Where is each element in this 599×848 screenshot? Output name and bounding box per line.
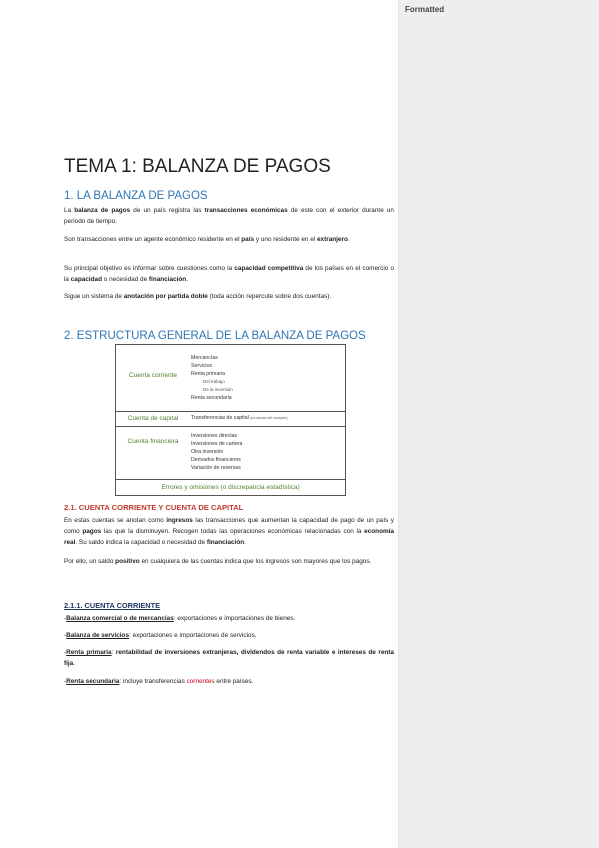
list-item: Transferencias de capital [191, 415, 249, 421]
list-item: Variación de reservas [191, 465, 241, 472]
cuenta-corriente-items [191, 354, 233, 403]
diagram-row-financiera [116, 427, 345, 480]
list-item: Inversiones de cartera [191, 441, 243, 448]
cuenta-capital-items [191, 414, 288, 422]
section21-paragraph-2: Por ello, un saldo positivo en cualquiera de las cuentas indica que los ingresos son mayores que los pagos. [64, 558, 372, 565]
list-item: -Renta primaria: rentabilidad de inversiones extranjeras, dividendos de renta variable e intereses de renta fija. [64, 649, 394, 667]
section1-paragraph-4: Sigue un sistema de anotación por partida doble (toda acción repercute sobre dos cuentas). [64, 293, 332, 300]
list-item: -Balanza comercial o de mercancías: exportaciones e importaciones de bienes. [64, 615, 296, 622]
section1-heading: 1. LA BALANZA DE PAGOS [64, 190, 208, 202]
list-item: Mercancías [191, 355, 218, 361]
cuenta-financiera-label: Cuenta financiera [127, 438, 179, 445]
list-item: Servicios [191, 363, 213, 370]
comments-pane[interactable] [398, 0, 599, 848]
cuenta-capital-label: Cuenta de capital [127, 415, 179, 422]
errores-omisiones-label: Errores y omisiones (o discrepancia estadística) [161, 484, 300, 491]
section1-paragraph-1: La balanza de pagos de un país registra las transacciones económicas de este con el exterior durante un periodo de tiempo. [64, 207, 394, 225]
list-item: Otra inversión [191, 449, 224, 456]
section21-paragraph-1: En estas cuentas se anotan como ingresos las transacciones que aumentan la capacidad de pago de un país y como pagos las que la disminuyen. Recogen todas las operaciones económicas relacionadas con la economía real. Su saldo indica la capacidad o necesidad de financiación. [64, 517, 394, 546]
document-title: TEMA 1: BALANZA DE PAGOS [64, 156, 331, 177]
section1-paragraph-2: Son transacciones entre un agente económico residente en el país y uno residente en el extranjero. [64, 236, 350, 243]
diagram-row-errores [116, 480, 345, 495]
list-item: Inversiones directas [191, 433, 238, 439]
list-item: Del trabajo [203, 379, 225, 385]
list-item: De la inversión [203, 387, 233, 393]
cuenta-corriente-label: Cuenta corriente [128, 372, 178, 379]
section1-paragraph-3: Su principal objetivo es informar sobre cuestiones como la capacidad competitiva de los países en el comercio o la capacidad o necesidad de financiación. [64, 265, 395, 283]
diagram-row-capital [116, 412, 345, 427]
cuenta-financiera-items [191, 432, 242, 472]
list-item: Renta primaria [191, 371, 226, 378]
section21-heading: 2.1. CUENTA CORRIENTE Y CUENTA DE CAPITAL [64, 503, 244, 512]
list-item-note: (no deuda del receptor) [250, 416, 288, 420]
list-item: -Renta secundaria: incluye transferencias corrientes entre países. [64, 678, 254, 685]
diagram-row-corriente [116, 345, 345, 412]
section211-heading: 2.1.1. CUENTA CORRIENTE [64, 601, 161, 610]
list-item: Derivados financieros [191, 457, 241, 464]
list-item: Renta secundaria [191, 395, 232, 402]
section2-heading: 2. ESTRUCTURA GENERAL DE LA BALANZA DE PAGOS [64, 330, 366, 342]
balance-structure-diagram [115, 344, 346, 496]
list-item: -Balanza de servicios: exportaciones e importaciones de servicios. [64, 632, 257, 639]
comment-formatted-label: Formatted [405, 5, 445, 14]
